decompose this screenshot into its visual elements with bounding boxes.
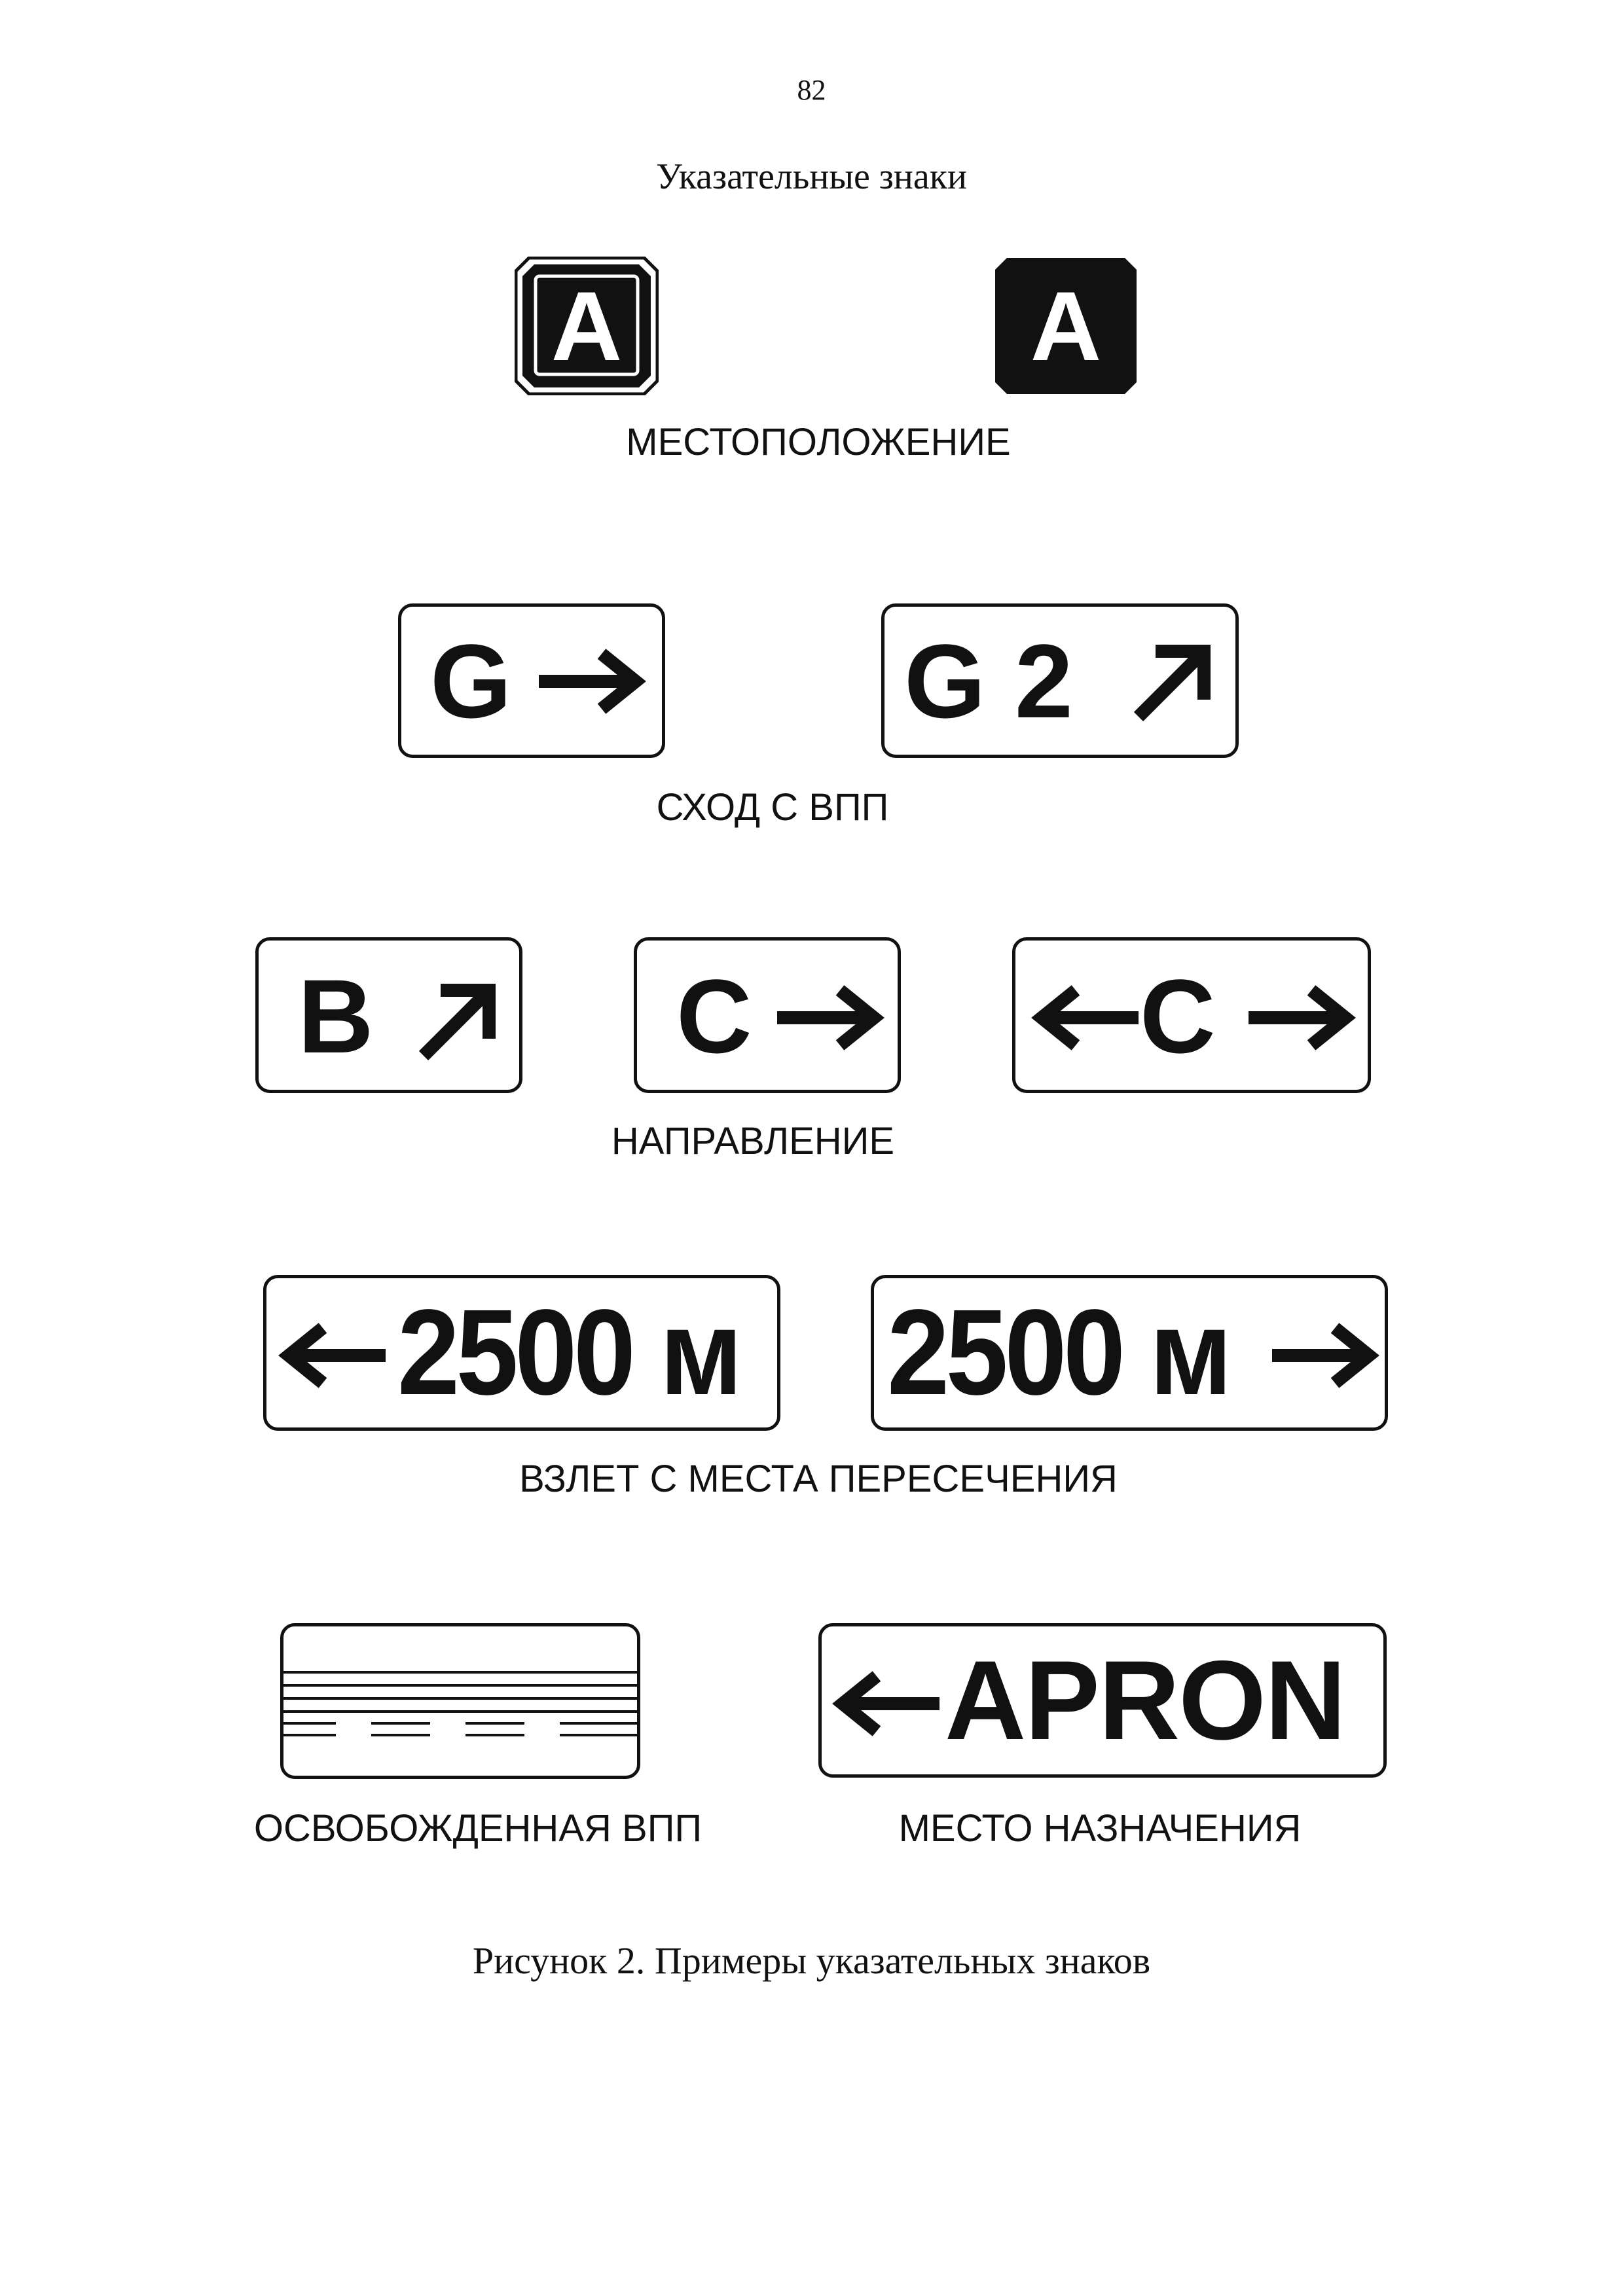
runway-exit-sign-2-text: G 2 <box>904 622 1073 740</box>
arrow-right-icon <box>536 649 647 714</box>
page-number: 82 <box>797 74 826 106</box>
destination-sign-text: APRON <box>945 1638 1345 1763</box>
destination-caption: МЕСТО НАЗНАЧЕНИЯ <box>898 1807 1302 1850</box>
direction-sign-1-text: B <box>298 958 374 1075</box>
runway-exit-sign-1 <box>398 603 665 758</box>
location-caption: МЕСТОПОЛОЖЕНИЕ <box>626 421 1011 463</box>
runway-exit-caption: СХОД С ВПП <box>656 786 889 829</box>
intersection-sign-1 <box>263 1275 780 1431</box>
runway-exit-sign-1-text: G <box>430 622 512 740</box>
runway-exit-sign-2 <box>881 603 1239 758</box>
runway-vacated-caption: ОСВОБОЖДЕННАЯ ВПП <box>253 1807 702 1850</box>
direction-sign-3-text: C <box>1140 958 1216 1075</box>
arrow-left-icon <box>831 1671 942 1736</box>
intersection-caption: ВЗЛЕТ С МЕСТА ПЕРЕСЕЧЕНИЯ <box>519 1458 1118 1500</box>
arrow-right-icon <box>775 985 886 1050</box>
direction-caption: НАПРАВЛЕНИЕ <box>611 1120 895 1162</box>
direction-sign-2 <box>634 937 901 1093</box>
runway-vacated-sign <box>280 1623 640 1779</box>
arrow-up-right-icon <box>414 980 500 1065</box>
direction-sign-2-text: C <box>676 958 752 1075</box>
intersection-sign-2-text: 2500 м <box>887 1285 1229 1420</box>
page-heading: Указательные знаки <box>656 156 967 197</box>
arrow-left-icon <box>277 1323 388 1388</box>
intersection-sign-1-text: 2500 м <box>397 1285 739 1420</box>
direction-sign-1 <box>255 937 522 1093</box>
location-sign-1-letter: A <box>551 271 623 381</box>
runway-vacated-marking <box>283 1626 637 1776</box>
intersection-sign-2 <box>871 1275 1388 1431</box>
arrow-right-icon <box>1246 985 1357 1050</box>
arrow-up-right-icon <box>1129 641 1214 726</box>
location-sign-2-letter: A <box>1030 271 1102 381</box>
figure-caption: Рисунок 2. Примеры указательных знаков <box>472 1939 1151 1982</box>
destination-sign <box>818 1623 1387 1778</box>
arrow-left-icon <box>1030 985 1141 1050</box>
direction-sign-3 <box>1012 937 1371 1093</box>
arrow-right-icon <box>1269 1323 1381 1388</box>
